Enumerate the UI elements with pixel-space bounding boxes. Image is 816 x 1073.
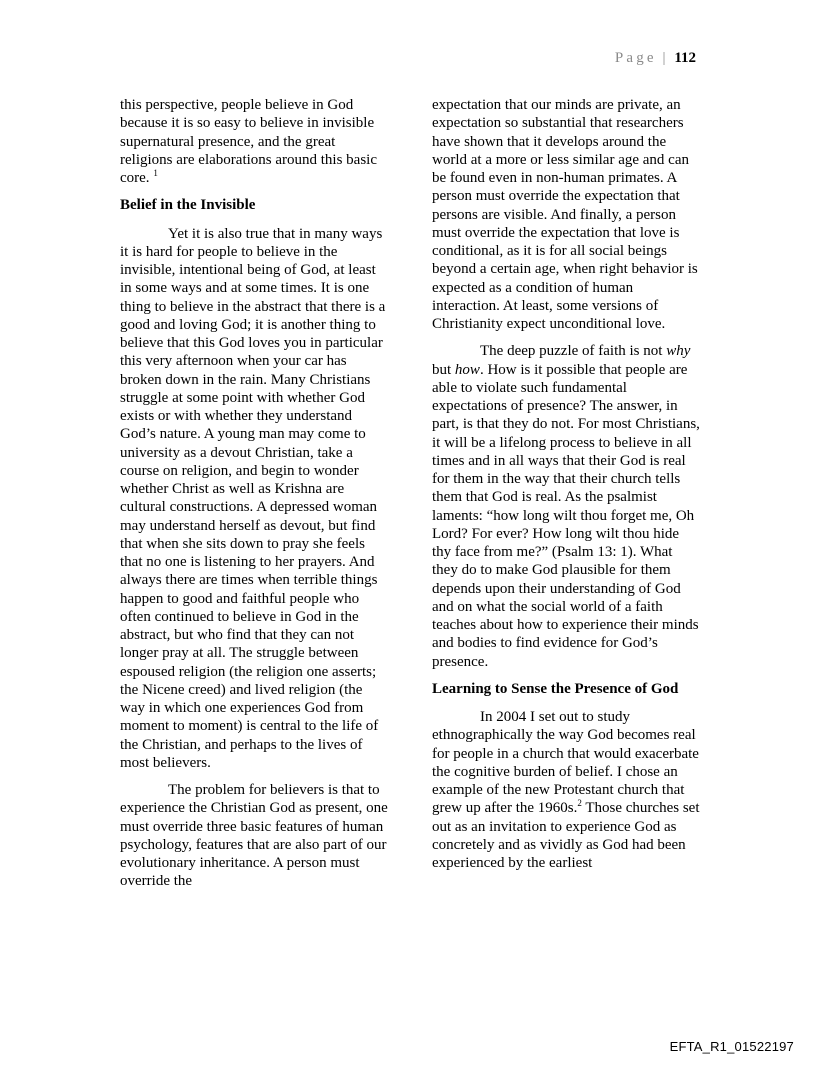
page-number: 112 [674,50,696,66]
right-column [432,96,700,881]
right-paragraph-2-rest: . How is it possible that people are able to violate such fundamental expectations of presence? The answer, in part, is that they do not. For most Christians, it will be a lifelong process to believe in all times and in all ways that their God is real for them in the way that their church tells them that God is real. As the psalmist laments: “how long wilt thou forget me, Oh Lord? For ever? How long wilt thou hide thy face from me?” (Psalm 13: 1). What they do to make God plausible for them depends upon their understanding of God and on what the social world of a faith teaches about how to experience their minds and bodies to find evidence for God’s presence. [432,361,700,670]
left-column [120,96,388,900]
italic-why: why [666,343,691,360]
right-paragraph-2-start: The deep puzzle of faith is not [480,343,663,360]
page-header [615,49,696,67]
right-paragraph-2 [432,342,700,671]
left-paragraph-3: The problem for believers is that to experience the Christian God as present, one must override three basic features of human psychology, features that are also part of our evolutionary inheritance. A person must override the [120,782,388,890]
section-heading-learning-to-sense: Learning to Sense the Presence of God [432,680,679,697]
left-paragraph-1-text: this perspective, people believe in God because it is so easy to believe in invisible supernatural presence, and the great religions are elaborations around this basic core. [120,97,378,186]
right-paragraph-3-start: In 2004 I set out to study ethnographically the way God becomes real for people in a church that would exacerbate the cognitive burden of belief. I chose an example of the new Protestant church that grew up after the 1960s. [432,709,699,817]
left-paragraph-2: Yet it is also true that in many ways it is hard for people to believe in the invisible, intentional being of God, at least in some ways and at some times. It is one thing to believe in the abstract that there is a good and loving God; it is another thing to believe that this God loves you in particular this very afternoon when your car has broken down in the rain. Many Christians struggle at some point with whether God exists or with whether they understand God’s nature. A young man may come to university as a devout Christian, take a course on religion, and begin to wonder whether Christ as well as Krishna are cultural constructions. A depressed woman may understand herself as devout, but find that when she sits down to pray she feels that no one is listening to her prayers. And always there are times when terrible things happen to good and faithful people who often continued to believe in God in the abstract, but who find that they can not longer pray at all. The struggle between espoused religion (the religion one asserts; the Nicene creed) and lived religion (the way in which one experiences God from moment to moment) is central to the life of the Christian, and perhaps to the lives of most believers. [120,225,386,771]
document-id: EFTA_R1_01522197 [669,1039,794,1054]
footnote-marker-2: 2 [577,798,582,809]
right-paragraph-3 [432,708,700,872]
right-paragraph-3-rest: Those churches set out as an invitation to experience God as concretely and as vividly as God had been experienced by the earliest [432,800,700,871]
footnote-marker-1: 1 [153,168,158,178]
right-paragraph-1: expectation that our minds are private, an expectation so substantial that researchers have shown that it develops around the world at a more or less similar age and can be found even in non-human primates. A person must override the expectation that persons are visible. And finally, a person must override the expectation that love is conditional, as it is for all social beings beyond a certain age, when right behavior is expected as a condition of human interaction. At least, some versions of Christianity expect unconditional love. [432,97,698,332]
page-separator: | [662,50,666,66]
left-paragraph-1 [120,96,388,187]
right-paragraph-2-but: but [432,361,452,378]
italic-how: how [454,361,480,378]
page-label: Page [614,50,657,66]
section-heading-belief-in-the-invisible: Belief in the Invisible [120,197,256,214]
